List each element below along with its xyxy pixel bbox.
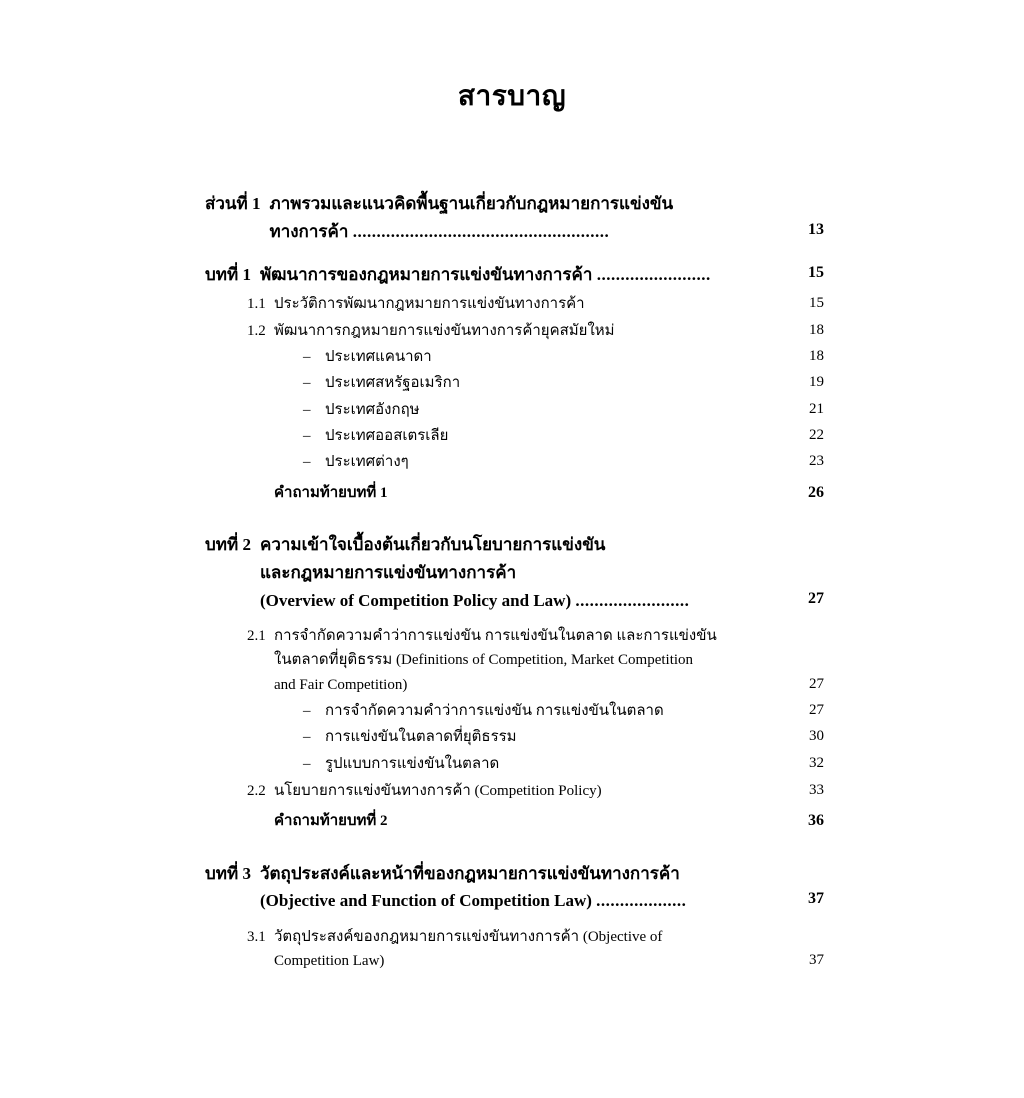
ch2-questions-text: คำถามท้ายบทที่ 2 [274,813,388,830]
section-2-1-page: 27 [809,675,824,692]
dash-icon: – [303,454,311,471]
part-1-title-cont [261,218,769,246]
ch1-bullet-3-page: 21 [809,400,824,417]
chapter-3-title: วัตถุประสงค์และหน้าที่ของกฎหมายการแข่งขันทางการค้า [259,863,680,883]
chapter-2-title-en-wrap [251,587,768,615]
toc-entry-chapter-2[interactable] [205,531,824,614]
toc-entry-ch2-bullet-2[interactable] [205,725,824,749]
dash-icon: – [303,428,311,445]
ch1-bullet-3-text: ประเทศอังกฤษ [325,401,420,418]
ch2-bullet-1-text: การจำกัดความคำว่าการแข่งขัน การแข่งขันในตลาด [325,702,664,719]
dash-icon: – [303,729,311,746]
ch1-bullet-2-page: 19 [809,374,824,391]
toc-entry-ch1-bullet-5[interactable] [205,450,824,474]
part-1-title: ภาพรวมและแนวคิดพื้นฐานเกี่ยวกับกฎหมายการแข่งขัน [269,194,674,213]
toc-entry-ch2-bullet-3[interactable] [205,752,824,776]
section-2-1-line-2: ในตลาดที่ยุติธรรม (Definitions of Competition, Market Competition [274,652,694,669]
chapter-2-dots: ........................ [575,590,690,610]
part-1-label: ส่วนที่ 1 [205,194,261,213]
section-1-1-number: 1.1 [247,295,266,312]
ch1-bullet-5-page: 23 [809,453,824,470]
ch2-bullet-2-page: 30 [809,728,824,745]
toc-entry-ch1-bullet-3[interactable] [205,398,824,422]
chapter-1-dots: ........................ [596,265,711,285]
toc-entry-ch2-bullet-1[interactable] [205,699,824,723]
part-1-page: 13 [808,220,824,238]
chapter-2-title-cont: และกฎหมายการแข่งขันทางการค้า [259,563,517,582]
ch2-bullet-3-page: 32 [809,754,824,771]
toc-list [0,190,1024,974]
section-1-1-title: ประวัติการพัฒนากฎหมายการแข่งขันทางการค้า [274,295,585,312]
chapter-3-dots: ................... [596,891,687,911]
section-3-1-line-1: วัตถุประสงค์ของกฎหมายการแข่งขันทางการค้า (Objective of [274,929,663,945]
dash-icon: – [303,702,311,719]
section-1-1-page: 15 [809,294,824,311]
section-1-2-title: พัฒนาการกฎหมายการแข่งขันทางการค้ายุคสมัยใหม่ [274,322,615,339]
dash-icon: – [303,401,311,418]
section-2-1-line-3: and Fair Competition) [274,676,408,693]
toc-entry-part-1[interactable] [205,190,824,245]
toc-entry-ch1-bullet-1[interactable] [205,345,824,369]
toc-entry-ch2-questions[interactable] [205,809,824,834]
section-1-2-number: 1.2 [247,322,266,339]
toc-entry-ch1-questions[interactable] [205,481,824,506]
section-3-1-line-2: Competition Law) [274,953,385,970]
section-2-1-number: 2.1 [247,628,266,645]
section-1-2-page: 18 [809,321,824,338]
part-1-dots: ...................................................... [352,221,610,241]
chapter-2-title: ความเข้าใจเบื้องต้นเกี่ยวกับนโยบายการแข่งขัน [259,535,606,555]
dash-icon: – [303,375,311,392]
section-2-2-page: 33 [809,781,824,798]
chapter-2-label: บทที่ 2 [205,535,251,555]
toc-entry-3-1[interactable] [205,925,824,974]
chapter-2-title-en: (Overview of Competition Policy and Law) [259,590,572,610]
section-3-1-number: 3.1 [247,929,266,945]
toc-entry-chapter-3[interactable] [205,860,824,915]
chapter-3-page: 37 [808,890,824,908]
chapter-3-title-en-wrap [251,887,768,915]
ch1-bullet-1-text: ประเทศแคนาดา [325,349,432,366]
part-1-title-cont-text: ทางการค้า [269,221,349,241]
chapter-1-title-text: พัฒนาการของกฎหมายการแข่งขันทางการค้า [259,265,593,285]
ch1-bullet-2-text: ประเทศสหรัฐอเมริกา [325,375,461,392]
ch2-bullet-3-text: รูปแบบการแข่งขันในตลาด [325,755,500,772]
section-2-1-line-1: การจำกัดความคำว่าการแข่งขัน การแข่งขันในตลาด และการแข่งขัน [274,628,717,645]
toc-page [0,74,1024,1098]
chapter-2-page: 27 [808,589,824,607]
page-title: สารบาญ [457,81,567,112]
section-2-2-title: นโยบายการแข่งขันทางการค้า (Competition Policy) [274,782,602,799]
section-2-2-number: 2.2 [247,782,266,799]
chapter-1-page: 15 [808,264,824,282]
chapter-1-title [251,261,768,289]
dash-icon: – [303,755,311,772]
ch1-bullet-5-text: ประเทศต่างๆ [325,454,409,471]
ch1-bullet-4-text: ประเทศออสเตรเลีย [325,428,449,445]
section-3-1-page: 37 [809,952,824,969]
ch2-bullet-1-page: 27 [809,701,824,718]
toc-entry-ch1-bullet-4[interactable] [205,424,824,448]
ch1-questions-text: คำถามท้ายบทที่ 1 [274,484,388,501]
toc-entry-1-1[interactable] [205,292,824,316]
ch1-bullet-4-page: 22 [809,427,824,444]
toc-entry-2-2[interactable] [205,779,824,803]
toc-entry-ch1-bullet-2[interactable] [205,371,824,395]
ch1-questions-page: 26 [808,483,824,501]
chapter-3-title-en: (Objective and Function of Competition Law) [259,891,592,911]
chapter-3-label: บทที่ 3 [205,863,251,883]
ch2-questions-page: 36 [808,812,824,830]
dash-icon: – [303,349,311,366]
toc-entry-2-1[interactable] [205,624,824,697]
ch1-bullet-1-page: 18 [809,348,824,365]
ch2-bullet-2-text: การแข่งขันในตลาดที่ยุติธรรม [325,729,517,746]
toc-entry-1-2[interactable] [205,319,824,343]
chapter-1-label: บทที่ 1 [205,265,251,285]
toc-entry-chapter-1[interactable] [205,261,824,289]
